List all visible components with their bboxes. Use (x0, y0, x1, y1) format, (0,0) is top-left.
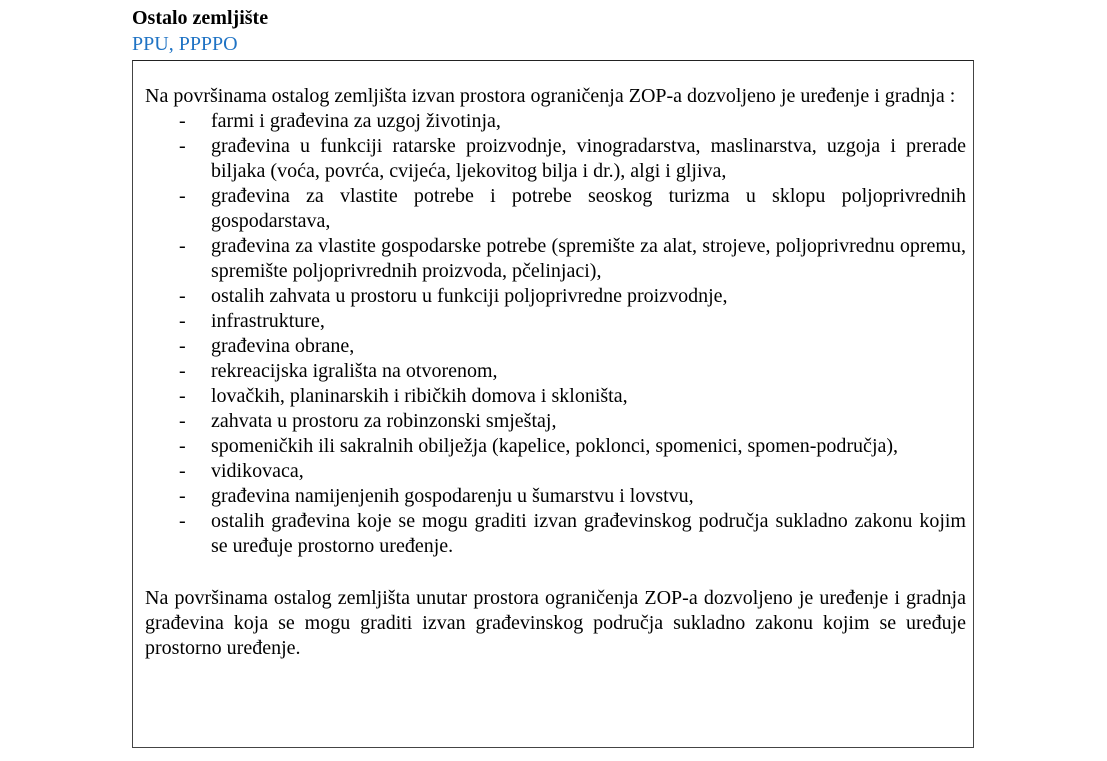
list-item-text: vidikovaca, (211, 460, 304, 482)
list-item-text: građevina u funkciji ratarske proizvodnje, vinogradarstva, maslinarstva, uzgoja i prerade biljaka (voća, povrća, cvijeća, ljekovitog bilja i dr.), algi i gljiva, (211, 135, 966, 182)
list-item-text: rekreacijska igrališta na otvorenom, (211, 360, 498, 382)
section-title: Ostalo zemljište (132, 7, 269, 29)
plan-reference: PPU, PPPPO (132, 33, 238, 55)
bullet-dash: - (179, 385, 186, 407)
bullet-dash: - (179, 285, 186, 307)
list-item (145, 284, 966, 309)
list-item-text: zahvata u prostoru za robinzonski smještaj, (211, 410, 557, 432)
list-item-text: ostalih zahvata u prostoru u funkciji poljoprivredne proizvodnje, (211, 285, 728, 307)
text-box (132, 60, 974, 748)
list-item-text: farmi i građevina za uzgoj životinja, (211, 110, 501, 132)
permitted-list (145, 109, 966, 559)
bullet-dash: - (179, 235, 186, 257)
list-item-text: građevina za vlastite gospodarske potrebe (spremište za alat, strojeve, poljoprivrednu opremu, spremište poljoprivrednih proizvoda, pčelinjaci), (211, 235, 966, 282)
bullet-dash: - (179, 510, 186, 532)
list-item-text: građevina za vlastite potrebe i potrebe seoskog turizma u sklopu poljoprivrednih gospodarstava, (211, 185, 966, 232)
bullet-dash: - (179, 460, 186, 482)
list-item (145, 184, 966, 234)
bullet-dash: - (179, 135, 186, 157)
list-item-text: građevina obrane, (211, 335, 355, 357)
list-item (145, 509, 966, 559)
list-item-text: građevina namijenjenih gospodarenju u šumarstvu i lovstvu, (211, 485, 694, 507)
paragraph-intro: Na površinama ostalog zemljišta izvan prostora ograničenja ZOP-a dozvoljeno je uređenje i gradnja : (145, 85, 956, 107)
list-item (145, 384, 966, 409)
list-item (145, 409, 966, 434)
bullet-dash: - (179, 360, 186, 382)
bullet-dash: - (179, 110, 186, 132)
bullet-dash: - (179, 485, 186, 507)
list-item (145, 334, 966, 359)
list-item-text: spomeničkih ili sakralnih obilježja (kapelice, poklonci, spomenici, spomen-područja), (211, 435, 899, 457)
list-item (145, 109, 966, 134)
bullet-dash: - (179, 310, 186, 332)
paragraph-zop: Na površinama ostalog zemljišta unutar prostora ograničenja ZOP-a dozvoljeno je uređenje i gradnja građevina koja se mogu graditi izvan građevinskog područja sukladno zakonu kojim se uređuje prostorno uređenje. (145, 587, 966, 659)
list-item (145, 434, 966, 459)
list-item (145, 459, 966, 484)
bullet-dash: - (179, 435, 186, 457)
list-item (145, 134, 966, 184)
list-item-text: lovačkih, planinarskih i ribičkih domova i skloništa, (211, 385, 628, 407)
list-item (145, 234, 966, 284)
list-item-text: ostalih građevina koje se mogu graditi izvan građevinskog područja sukladno zakonu kojim se uređuje prostorno uređenje. (211, 510, 966, 557)
bullet-dash: - (179, 410, 186, 432)
list-item (145, 359, 966, 384)
bullet-dash: - (179, 335, 186, 357)
list-item (145, 309, 966, 334)
list-item (145, 484, 966, 509)
bullet-dash: - (179, 185, 186, 207)
box-content (145, 84, 966, 661)
list-item-text: infrastrukture, (211, 310, 325, 332)
